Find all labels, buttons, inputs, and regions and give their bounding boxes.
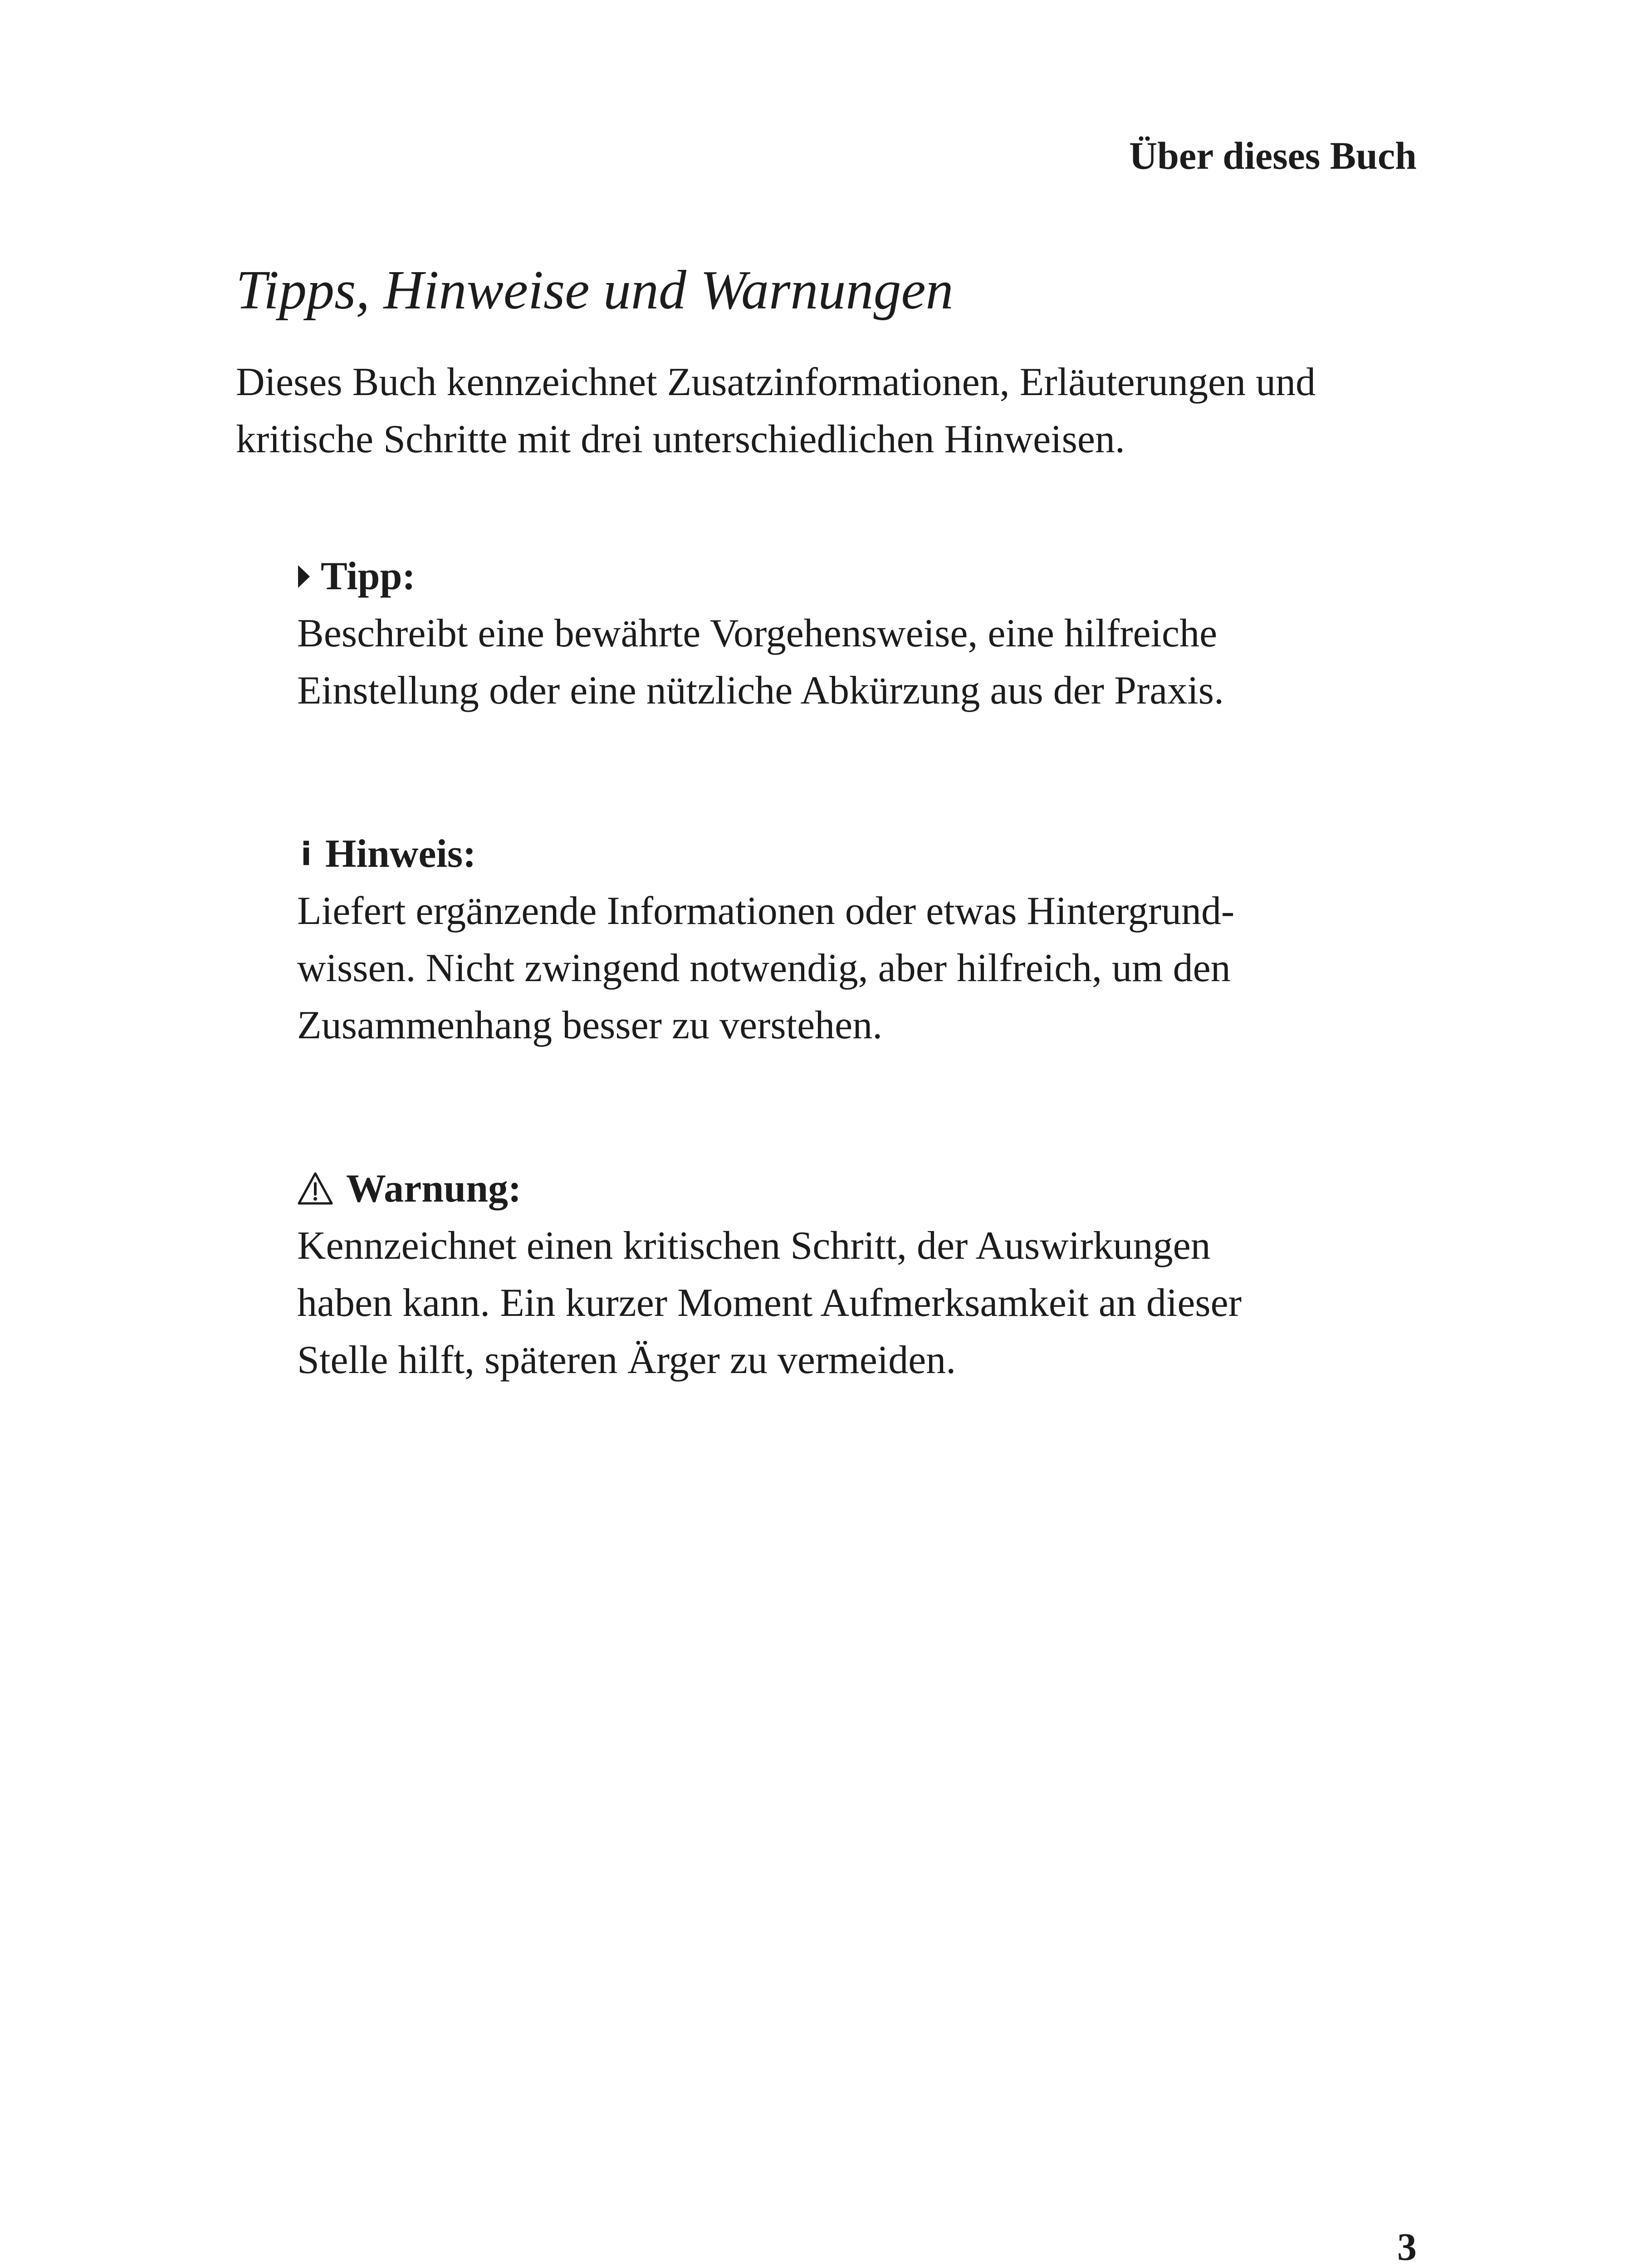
hinweis-label: Hinweis:	[325, 832, 476, 876]
hinweis-line: Liefert ergänzende Informationen oder etwas Hintergrund-	[297, 889, 1235, 934]
triangle-right-icon	[297, 561, 311, 592]
tip-body	[297, 605, 1415, 719]
intro-line: Dieses Buch kennzeichnet Zusatzinformationen, Erläuterungen und	[236, 360, 1316, 405]
hinweis-heading	[297, 826, 1415, 883]
tip-heading	[297, 548, 1415, 605]
running-header: Über dieses Buch	[1129, 134, 1417, 177]
info-icon: i	[301, 836, 312, 873]
intro-paragraph	[236, 354, 1415, 468]
warnung-note	[297, 1160, 1415, 1389]
tip-note	[297, 548, 1415, 719]
page-content	[236, 259, 1415, 1389]
intro-line: kritische Schritte mit drei unterschiedlichen Hinweisen.	[236, 417, 1125, 462]
warnung-line: haben kann. Ein kurzer Moment Aufmerksamkeit an dieser	[297, 1281, 1242, 1325]
tip-line: Einstellung oder eine nützliche Abkürzung aus der Praxis.	[297, 669, 1224, 713]
hinweis-line: wissen. Nicht zwingend notwendig, aber hilfreich, um den	[297, 946, 1231, 991]
warnung-line: Stelle hilft, späteren Ärger zu vermeiden.	[297, 1338, 956, 1383]
warnung-body	[297, 1217, 1415, 1389]
warnung-heading	[297, 1160, 1415, 1217]
hinweis-body	[297, 883, 1415, 1054]
warning-icon	[297, 1171, 333, 1207]
hinweis-line: Zusammenhang besser zu verstehen.	[297, 1003, 883, 1048]
warnung-line: Kennzeichnet einen kritischen Schritt, der Auswirkungen	[297, 1224, 1211, 1268]
tip-label: Tipp:	[321, 554, 416, 599]
page-number: 3	[1397, 2225, 1417, 2268]
section-title: Tipps, Hinweise und Warnungen	[236, 259, 954, 321]
warnung-label: Warnung:	[346, 1167, 522, 1211]
tip-line: Beschreibt eine bewährte Vorgehensweise, eine hilfreiche	[297, 611, 1218, 656]
hinweis-note	[297, 826, 1415, 1054]
